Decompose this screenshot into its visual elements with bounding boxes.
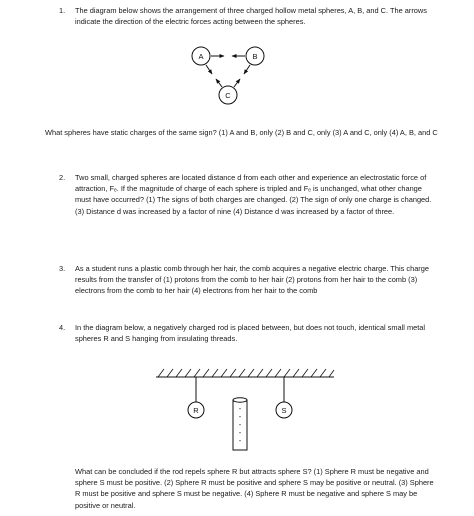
sphere-b-label: B <box>252 52 258 61</box>
ceiling-hatching <box>158 369 334 377</box>
q3-number: 3. <box>59 264 66 273</box>
sphere-c-label: C <box>225 91 231 100</box>
q4-question: What can be concluded if the rod repels sphere R but attracts sphere S? (1) Sphere R must be negative and sphere S must be positive. (2) Sphere R must be positive and sphere S may be positive or neutral. (3) Sphere R must be positive and sphere S must be negative. (4) Sphere R must be negative and sphere S may be positive or neutral. <box>75 467 434 510</box>
q1-question: What spheres have static charges of the same sign? (1) A and B, only (2) B and C, only (3) A and C, only (4) A, B, and C <box>45 128 438 137</box>
sphere-r-label: R <box>193 406 199 415</box>
sphere-a-label: A <box>198 52 204 61</box>
sphere-s-label: S <box>281 406 287 415</box>
charged-rod <box>233 398 247 450</box>
q4-text: In the diagram below, a negatively charged rod is placed between, but does not touch, identical small metal spheres R and S hanging from insulating threads. <box>75 323 426 344</box>
q2-number: 2. <box>59 173 66 182</box>
q3-text: As a student runs a plastic comb through her hair, the comb acquires a negative electric charge. This charge results from the transfer of (1) protons from the comb to her hair (2) protons from her hair to the comb (3) electrons from the comb to her hair (4) electrons from her hair to the comb <box>75 264 429 296</box>
rod-charge-mark: - <box>238 404 242 413</box>
rod-charge-mark: - <box>238 420 242 429</box>
rod-charge-mark: - <box>238 436 242 445</box>
q1-text: The diagram below shows the arrangement of three charged hollow metal spheres, A, B, and C. The arrows indicate the direction of the electric forces acting between the spheres. <box>75 6 427 27</box>
q4-number: 4. <box>59 323 66 332</box>
q1-number: 1. <box>59 6 66 15</box>
q2-text: Two small, charged spheres are located distance d from each other and experience an electrostatic force of attraction, Fₑ. If the magnitude of charge of each sphere is tripled and Fₑ is unchanged, what other change must have occurred? (1) The signs of both charges are changed. (2) The sign of only one charge is changed. (3) Distance d was increased by a factor of nine (4) Distance d was increased by a factor of three. <box>75 173 432 216</box>
rod-charge-mark: - <box>238 428 242 437</box>
rod-charge-mark: - <box>238 412 242 421</box>
